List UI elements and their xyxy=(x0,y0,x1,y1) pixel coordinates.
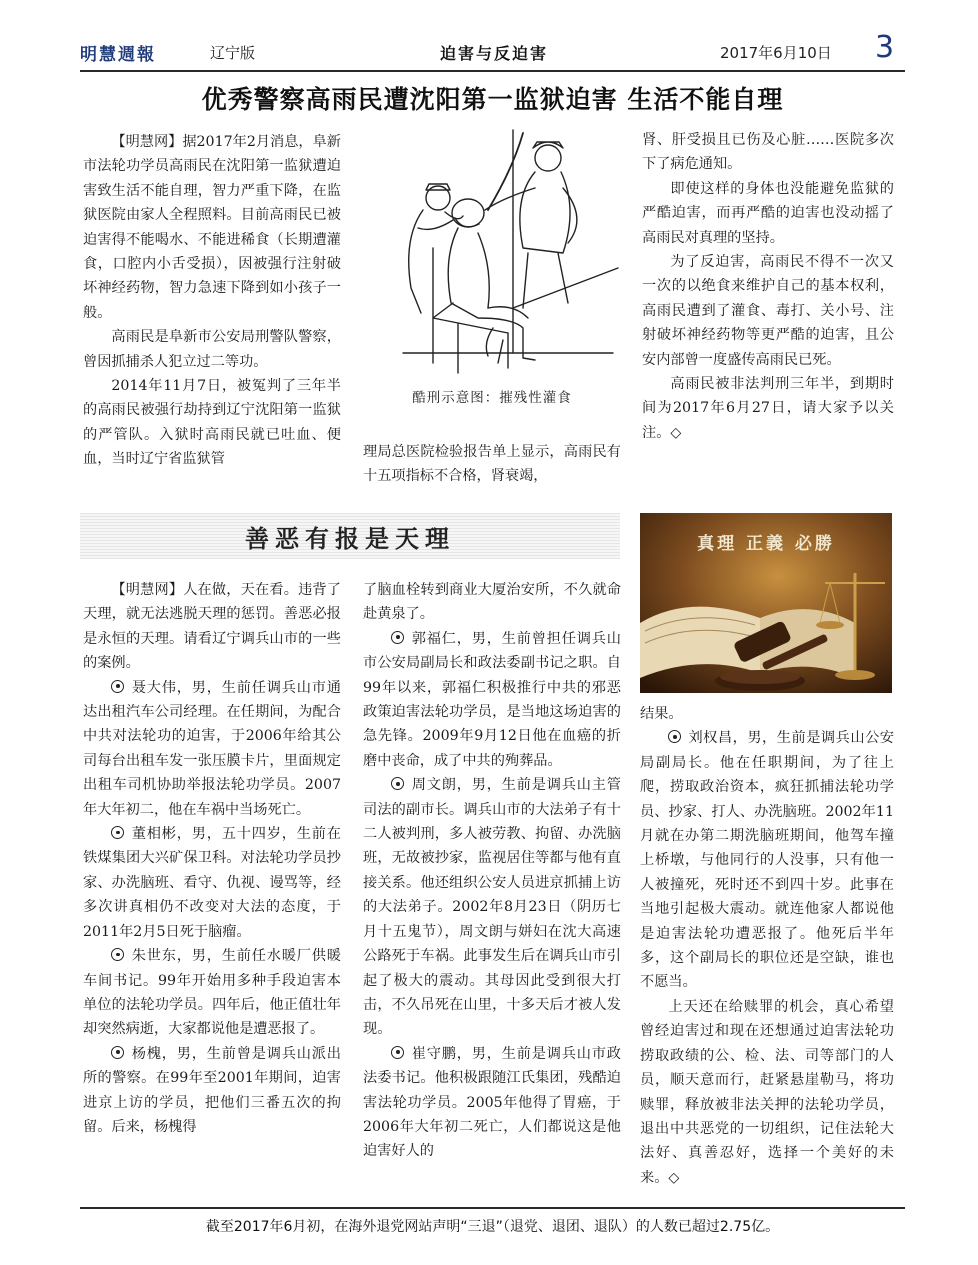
paragraph: 周文朗，男，生前是调兵山主管司法的副市长。调兵山市的大法弟子有十二人被判刑，多人被劳教、拘留、办洗脑班，无故被抄家，监视居住等都与他有直接关系。他还组织公安人员进京抓捕上访的大法弟子。2002年8月23日（阴历七月十五鬼节），周文朗与姘妇在沈大高速公路死于车祸。此事发生后在调兵山市引起了极大的震动。其母因此受到很大打击，不久吊死在山里，十多天后才被人发现。 xyxy=(363,777,621,1038)
bullet-icon xyxy=(668,730,681,743)
justice-photo xyxy=(640,513,892,693)
bullet-icon xyxy=(391,1046,404,1059)
paragraph: 2014年11月7日，被冤判了三年半的高雨民被强行劫持到辽宁沈阳第一监狱的严管队。入狱时高雨民就已吐血、便血，当时辽宁省监狱管 xyxy=(83,378,341,468)
bullet-icon xyxy=(111,826,124,839)
section-title: 迫害与反迫害 xyxy=(440,44,549,63)
photo-slogan: 真理 正義 必勝 xyxy=(697,534,835,554)
paragraph: 朱世东，男，生前任水暖厂供暖车间书记。99年开始用多种手段迫害本单位的法轮功学员。四年后，他正值壮年却突然病逝，大家都说他是遭恶报了。 xyxy=(83,948,341,1038)
bullet-icon xyxy=(391,631,404,644)
bullet-icon xyxy=(111,680,124,693)
article2-column-1 xyxy=(83,578,341,1139)
article1-headline: 优秀警察高雨民遭沈阳第一监狱迫害 生活不能自理 xyxy=(201,85,784,114)
paragraph: 刘权昌，男，生前是调兵山公安局副局长。他在任职期间，为了往上爬，捞取政治资本，疯狂抓捕法轮功学员、抄家、打人、办洗脑班。2002年11月就在办第二期洗脑班期间，他驾车撞上桥墩，与他同行的人没事，只有他一人被撞死，死时还不到四十岁。此事在当地引起极大震动。就连他家人都说他是迫害法轮功遭恶报了。他死后半年多，这个副局长的职位还是空缺，谁也不愿当。 xyxy=(640,730,894,991)
paragraph: 杨槐，男，生前曾是调兵山派出所的警察。在99年至2001年期间，迫害进京上访的学员，把他们三番五次的拘留。后来，杨槐得 xyxy=(83,1045,341,1135)
header-rule xyxy=(80,70,905,72)
paragraph: 董相彬，男，五十四岁，生前在铁煤集团大兴矿保卫科。对法轮功学员抄家、办洗脑班、看守、仇视、谩骂等，经多次讲真相仍不改变对大法的态度，于2011年2月5日死于脑瘤。 xyxy=(83,826,341,940)
paragraph: 高雨民被非法判刑三年半，到期时间为2017年6月27日，请大家予以关注。◇ xyxy=(642,376,894,441)
paragraph: 聂大伟，男，生前任调兵山市通达出租汽车公司经理。在任期间，为配合中共对法轮功的迫害，于2006年给其公司每台出租车发一张压膜卡片，里面规定出租车司机协助举报法轮功学员。2007年大年初二，他在车祸中当场死亡。 xyxy=(83,679,341,818)
paragraph: 了脑血栓转到商业大厦治安所，不久就命赴黄泉了。 xyxy=(363,582,621,623)
footer-rule xyxy=(80,1207,905,1209)
issue-date: 2017年6月10日 xyxy=(720,44,832,62)
article1-column-2 xyxy=(363,440,621,489)
bullet-icon xyxy=(111,1046,124,1059)
article2-column-2 xyxy=(363,578,621,1164)
paragraph: 结果。 xyxy=(640,706,683,722)
article2-column-3 xyxy=(640,702,894,1190)
footer-notice: 截至2017年6月初，在海外退党网站声明“三退”（退党、退团、退队）的人数已超过2.75亿。 xyxy=(205,1219,780,1235)
paragraph: 崔守鹏，男，生前是调兵山市政法委书记。他积极跟随江氏集团，残酷迫害法轮功学员。2005年他得了胃癌，于2006年大年初二死亡，人们都说这是他迫害好人的 xyxy=(363,1045,621,1160)
page-number: 3 xyxy=(875,30,895,65)
paragraph: 为了反迫害，高雨民不得不一次又一次的以绝食来维护自己的基本权利，高雨民遭到了灌食、毒打、关小号、注射破坏神经药物等更严酷的迫害，且公安内部曾一度盛传高雨民已死。 xyxy=(642,254,894,368)
page-header xyxy=(80,30,905,70)
article2-banner xyxy=(80,513,620,559)
torture-illustration xyxy=(363,128,621,378)
article1-column-3 xyxy=(642,128,894,445)
paragraph: 【明慧网】据2017年2月消息，阜新市法轮功学员高雨民在沈阳第一监狱遭迫害致生活不能自理，智力严重下降，在监狱医院由家人全程照料。目前高雨民已被迫害得不能喝水、不能进稀食（长期遭灌食，口腔内小舌受损），因被强行注射破坏神经药物，智力急速下降到如小孩子一般。 xyxy=(83,134,341,321)
article1-column-1 xyxy=(83,130,341,472)
paragraph: 即使这样的身体也没能避免监狱的严酷迫害，而再严酷的迫害也没动摇了高雨民对真理的坚持。 xyxy=(642,180,894,246)
masthead: 明慧週報 xyxy=(80,45,156,65)
paragraph: 郭福仁，男，生前曾担任调兵山市公安局副局长和政法委副书记之职。自99年以来，郭福仁积极推行中共的邪恶政策迫害法轮功学员，是当地这场迫害的急先锋。2009年9月12日他在血癌的折磨中丧命，成了中共的殉葬品。 xyxy=(363,630,621,769)
paragraph: 高雨民是阜新市公安局刑警队警察，曾因抓捕杀人犯立过二等功。 xyxy=(83,329,341,370)
paragraph: 理局总医院检验报告单上显示，高雨民有十五项指标不合格，肾衰竭， xyxy=(363,444,621,485)
paragraph: 上天还在给赎罪的机会，真心希望曾经迫害过和现在还想通过迫害法轮功捞取政绩的公、检、法、司等部门的人员，顺天意而行，赶紧悬崖勒马，将功赎罪，释放被非法关押的法轮功学员，退出中共恶党的一切组织，记住法轮大法好、真善忍好，选择一个美好的未来。◇ xyxy=(640,998,894,1186)
illustration-caption: 酷刑示意图：摧残性灌食 xyxy=(412,390,572,406)
paragraph: 肾、肝受损且已伤及心脏……医院多次下了病危通知。 xyxy=(642,132,894,173)
edition-label: 辽宁版 xyxy=(210,44,256,62)
paragraph: 【明慧网】人在做，天在看。违背了天理，就无法逃脱天理的惩罚。善恶必报是永恒的天理。请看辽宁调兵山市的一些的案例。 xyxy=(83,582,341,672)
article2-headline: 善恶有报是天理 xyxy=(245,525,455,553)
bullet-icon xyxy=(111,948,124,961)
bullet-icon xyxy=(391,777,404,790)
